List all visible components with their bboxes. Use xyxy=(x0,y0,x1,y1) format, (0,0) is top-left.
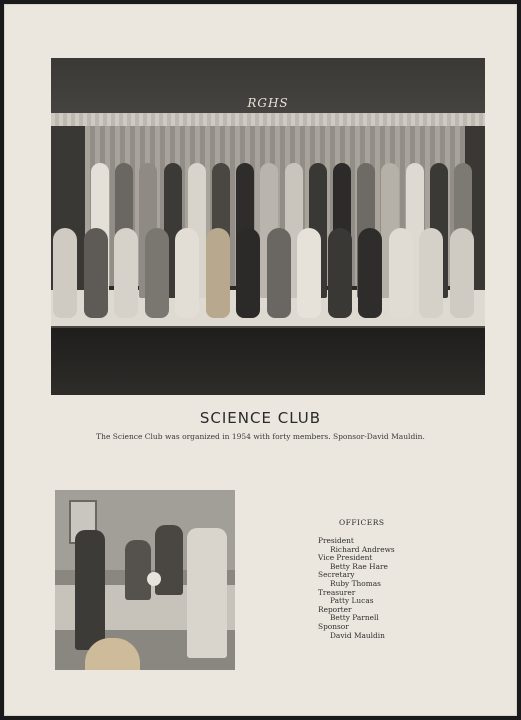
stage-valance xyxy=(51,113,485,127)
stage-front xyxy=(51,326,485,395)
student-figure xyxy=(75,530,105,650)
officer-role: Treasurer xyxy=(318,587,356,597)
member-figure xyxy=(297,228,321,318)
officer-entry xyxy=(318,537,395,554)
officer-role: President xyxy=(318,536,354,545)
member-figure xyxy=(206,228,230,318)
lab-globe xyxy=(147,572,161,586)
member-figure xyxy=(84,228,108,318)
officer-entry xyxy=(318,554,395,571)
officer-entry xyxy=(318,589,395,606)
member-figure xyxy=(389,228,413,318)
officer-entry xyxy=(318,571,395,588)
officer-role: Vice President xyxy=(318,553,373,563)
yearbook-page xyxy=(4,4,517,716)
page-title: SCIENCE CLUB xyxy=(199,409,322,427)
officers-heading: OFFICERS xyxy=(339,518,385,527)
officer-name: Betty Parnell xyxy=(330,613,379,623)
member-figure xyxy=(114,228,138,318)
member-figure xyxy=(145,228,169,318)
officer-entry xyxy=(318,623,395,640)
officer-entry xyxy=(318,606,395,623)
member-figure xyxy=(175,228,199,318)
officers-list xyxy=(318,537,395,640)
student-figure xyxy=(125,540,151,600)
officer-name: Patty Lucas xyxy=(330,596,374,606)
member-figure xyxy=(53,228,77,318)
member-figure xyxy=(450,228,474,318)
member-figure xyxy=(267,228,291,318)
student-figure xyxy=(85,638,140,670)
officer-role: Reporter xyxy=(318,604,352,614)
student-figure xyxy=(155,525,183,595)
member-figure xyxy=(358,228,382,318)
lab-photo xyxy=(55,490,235,670)
officer-name: Betty Rae Hare xyxy=(330,561,388,571)
photo-caption: The Science Club was organized in 1954 with forty members. Sponsor-David Mauldin. xyxy=(96,432,425,441)
member-figure xyxy=(328,228,352,318)
officer-name: Ruby Thomas xyxy=(330,578,381,588)
stage-monogram: RGHS xyxy=(247,96,289,110)
member-figure xyxy=(419,228,443,318)
officer-name: David Mauldin xyxy=(330,630,385,640)
member-figure xyxy=(236,228,260,318)
officer-name: Richard Andrews xyxy=(330,544,395,554)
officer-role: Sponsor xyxy=(318,621,349,631)
student-figure xyxy=(187,528,227,658)
officer-role: Secretary xyxy=(318,570,355,580)
group-photo xyxy=(51,58,485,395)
